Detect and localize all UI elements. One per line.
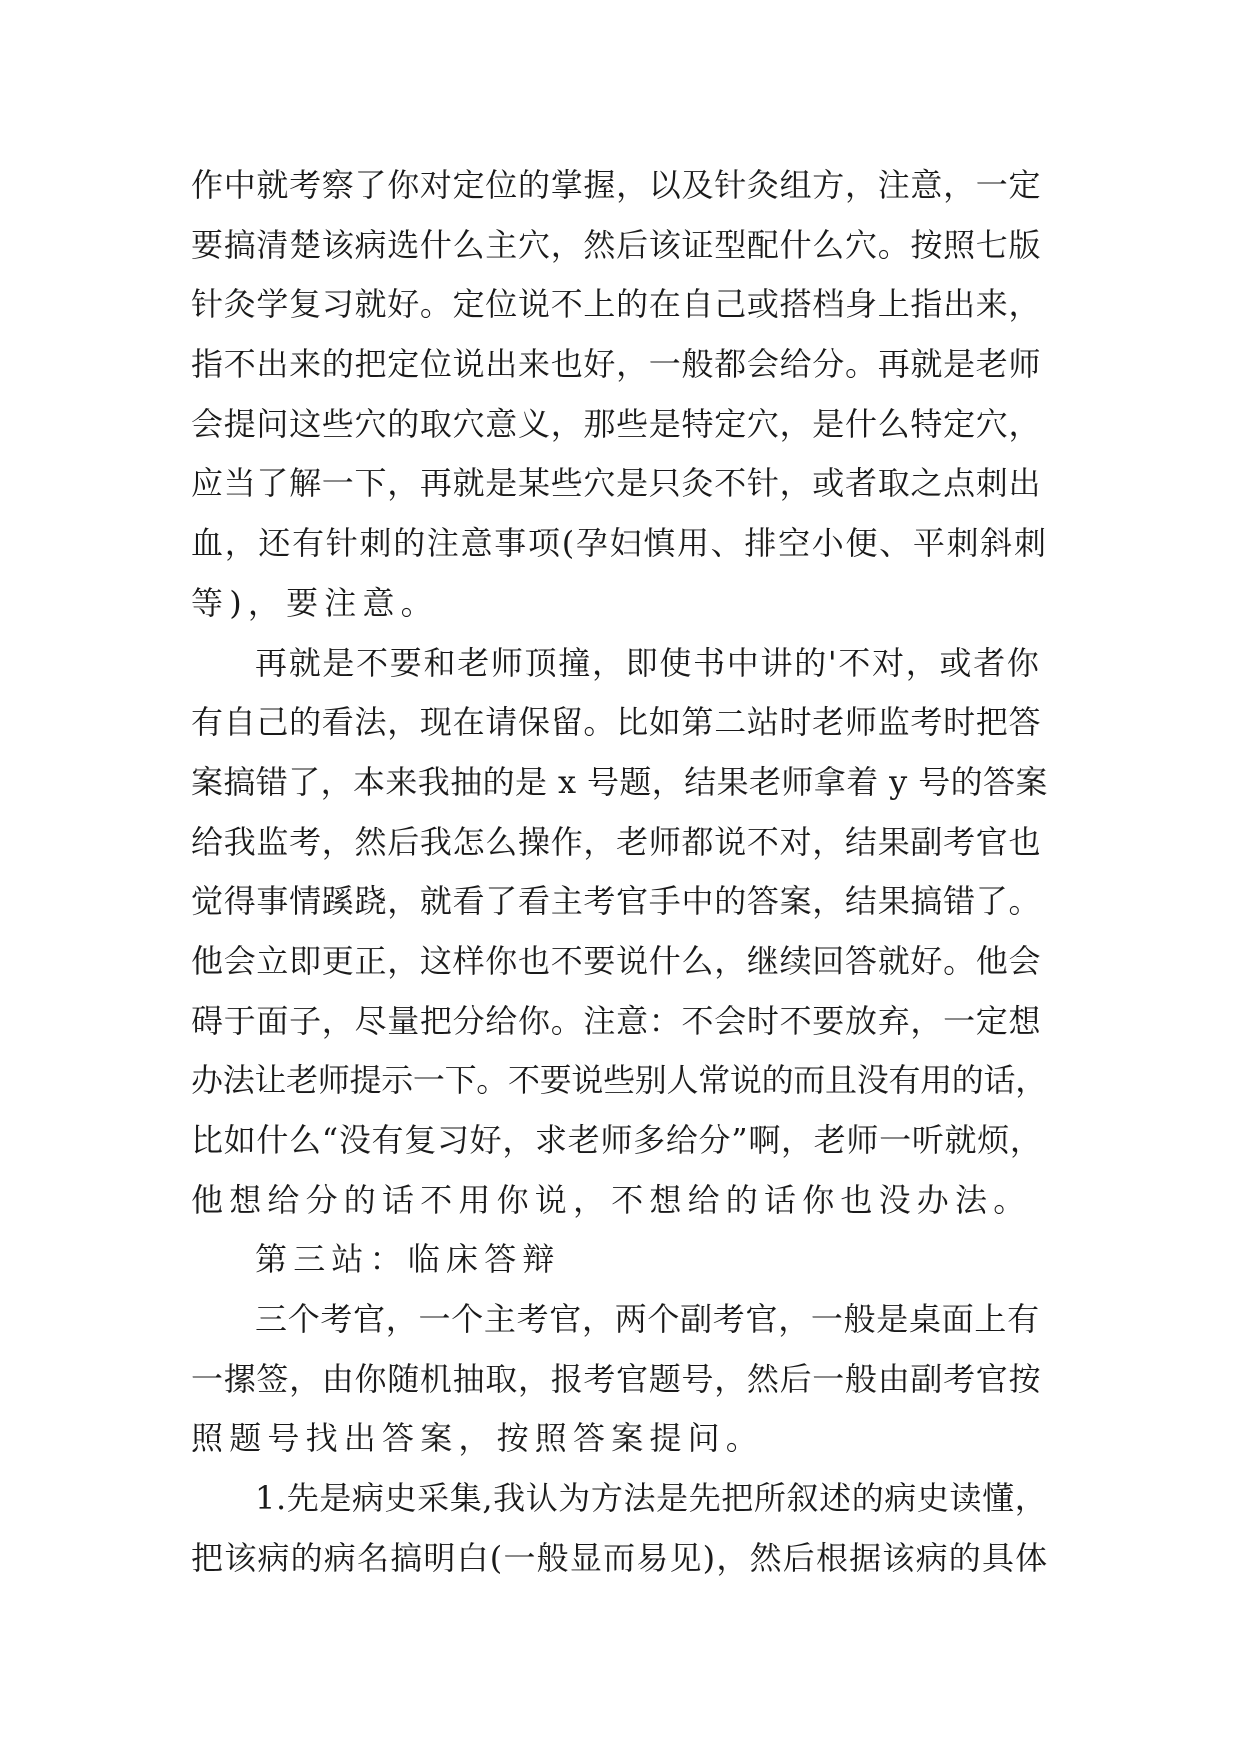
text-line: 针灸学复习就好。定位说不上的在自己或搭档身上指出来， bbox=[191, 285, 1042, 324]
text-line: 指不出来的把定位说出来也好，一般都会给分。再就是老师 bbox=[191, 345, 1042, 384]
text-line: 应当了解一下，再就是某些穴是只灸不针，或者取之点刺出 bbox=[191, 464, 1042, 503]
text-line: 给我监考，然后我怎么操作，老师都说不对，结果副考官也 bbox=[191, 822, 1042, 861]
text-line: 一摞签，由你随机抽取，报考官题号，然后一般由副考官按 bbox=[191, 1359, 1042, 1398]
section-heading: 第三站：临床答辩 bbox=[255, 1240, 561, 1279]
text-line: 比如什么“没有复习好，求老师多给分”啊，老师一听就烦， bbox=[191, 1121, 1043, 1159]
paragraph-start-line: 三个考官，一个主考官，两个副考官，一般是桌面上有 bbox=[255, 1300, 1040, 1339]
paragraph-start-line: 再就是不要和老师顶撞，即使书中讲的'不对，或者你 bbox=[255, 643, 1041, 682]
text-line: 等)，要注意。 bbox=[191, 583, 439, 622]
text-line: 血，还有针刺的注意事项(孕妇慎用、排空小便、平刺斜刺 bbox=[191, 524, 1048, 563]
text-line: 把该病的病名搞明白(一般显而易见)，然后根据该病的具体 bbox=[191, 1538, 1049, 1577]
text-line: 他想给分的话不用你说，不想给的话你也没办法。 bbox=[191, 1180, 1032, 1219]
body-text bbox=[191, 156, 1051, 1589]
text-line: 觉得事情蹊跷，就看了看主考官手中的答案，结果搞错了。 bbox=[191, 882, 1042, 921]
text-line: 他会立即更正，这样你也不要说什么，继续回答就好。他会 bbox=[191, 941, 1042, 980]
text-line: 办法让老师提示一下。不要说些别人常说的而且没有用的话， bbox=[191, 1061, 1047, 1100]
text-line: 作中就考察了你对定位的掌握，以及针灸组方，注意，一定 bbox=[191, 166, 1042, 204]
text-line: 有自己的看法，现在请保留。比如第二站时老师监考时把答 bbox=[191, 703, 1042, 742]
text-line: 要搞清楚该病选什么主穴，然后该证型配什么穴。按照七版 bbox=[191, 225, 1042, 264]
text-line: 照题号找出答案，按照答案提问。 bbox=[191, 1419, 765, 1458]
paragraph-start-line: 1.先是病史采集,我认为方法是先把所叙述的病史读懂， bbox=[255, 1479, 1048, 1518]
text-line: 碍于面子，尽量把分给你。注意：不会时不要放弃，一定想 bbox=[191, 1001, 1042, 1040]
text-line: 案搞错了，本来我抽的是 x 号题，结果老师拿着 y 号的答案 bbox=[191, 762, 1048, 801]
text-line: 会提问这些穴的取穴意义，那些是特定穴，是什么特定穴， bbox=[191, 404, 1042, 443]
